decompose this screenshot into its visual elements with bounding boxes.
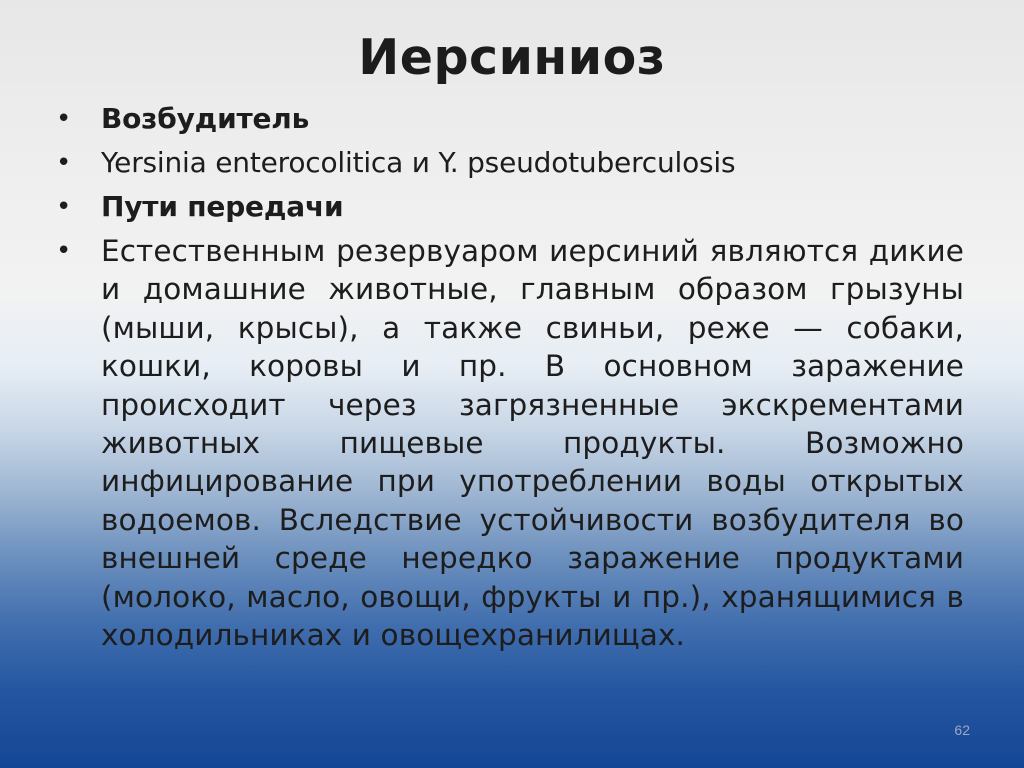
bullet-icon: • bbox=[56, 148, 72, 178]
bullet-text: Естественным резервуаром иерсиний являются дикие и домашние животные, главным образом грызуны (мыши, крысы), а также свиньи, реже — собаки, кошки, коровы и пр. В основном заражение происходит через загрязненные экскрементами животных пищевые продукты. Возможно инфицирование при употреблении воды открытых водоемов. Вследствие устойчивости возбудителя во внешней среде нередко заражение продуктами (молоко, масло, овощи, фрукты и пр.), хранящимися в холодильниках и овощехранилищах. bbox=[101, 234, 964, 653]
bullet-icon: • bbox=[56, 236, 72, 266]
bullet-icon: • bbox=[56, 192, 72, 222]
bullet-icon: • bbox=[56, 104, 72, 134]
bullet-item-transmission-heading bbox=[56, 188, 964, 226]
bullet-item-transmission-description bbox=[56, 232, 964, 654]
bullet-list bbox=[56, 100, 964, 654]
bullet-text: Возбудитель bbox=[101, 102, 310, 135]
slide-number: 62 bbox=[954, 722, 970, 738]
slide-title: Иерсиниоз bbox=[358, 29, 666, 86]
bullet-text: Yersinia enterocolitica и Y. pseudotuberculosis bbox=[101, 146, 736, 179]
bullet-text: Пути передачи bbox=[101, 190, 344, 223]
bullet-item-pathogen-heading bbox=[56, 100, 964, 138]
bullet-item-pathogen-species bbox=[56, 144, 964, 182]
